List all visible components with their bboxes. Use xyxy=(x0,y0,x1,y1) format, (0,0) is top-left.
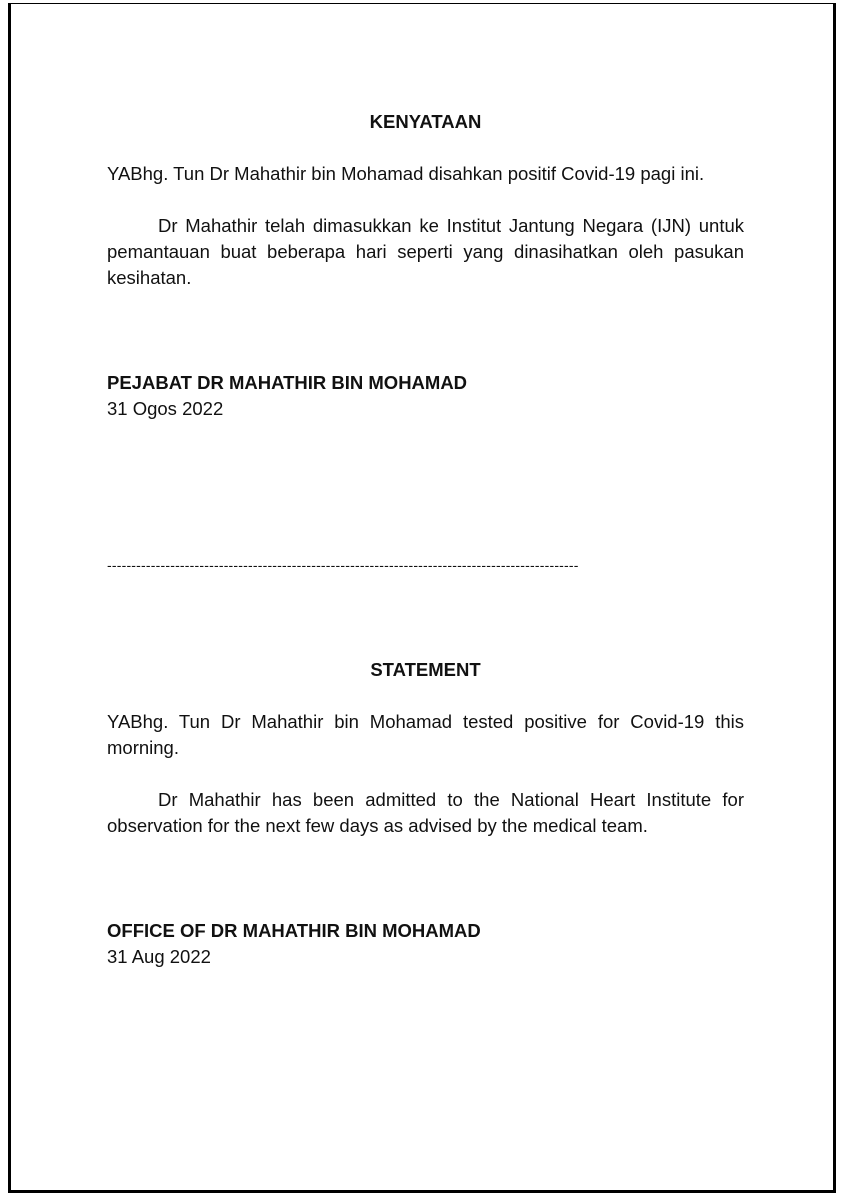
english-date: 31 Aug 2022 xyxy=(107,946,211,967)
malay-paragraph-2: Dr Mahathir telah dimasukkan ke Institut Jantung Negara (IJN) untuk pemantauan buat beberapa hari seperti yang dinasihatkan oleh pasukan kesihatan. xyxy=(107,215,744,288)
malay-paragraph-1: YABhg. Tun Dr Mahathir bin Mohamad disahkan positif Covid-19 pagi ini. xyxy=(107,163,705,184)
english-heading: STATEMENT xyxy=(370,659,481,680)
english-office-signature: OFFICE OF DR MAHATHIR BIN MOHAMAD xyxy=(107,920,481,941)
malay-office-signature: PEJABAT DR MAHATHIR BIN MOHAMAD xyxy=(107,372,468,393)
malay-heading: KENYATAAN xyxy=(369,111,482,132)
section-divider: ------------------------------------------------------------------------------------------------- xyxy=(107,557,579,573)
english-paragraph-2: Dr Mahathir has been admitted to the National Heart Institute for observation for the next few days as advised by the medical team. xyxy=(107,789,744,836)
english-paragraph-1: YABhg. Tun Dr Mahathir bin Mohamad tested positive for Covid-19 this morning. xyxy=(107,711,744,758)
malay-date: 31 Ogos 2022 xyxy=(107,398,224,419)
